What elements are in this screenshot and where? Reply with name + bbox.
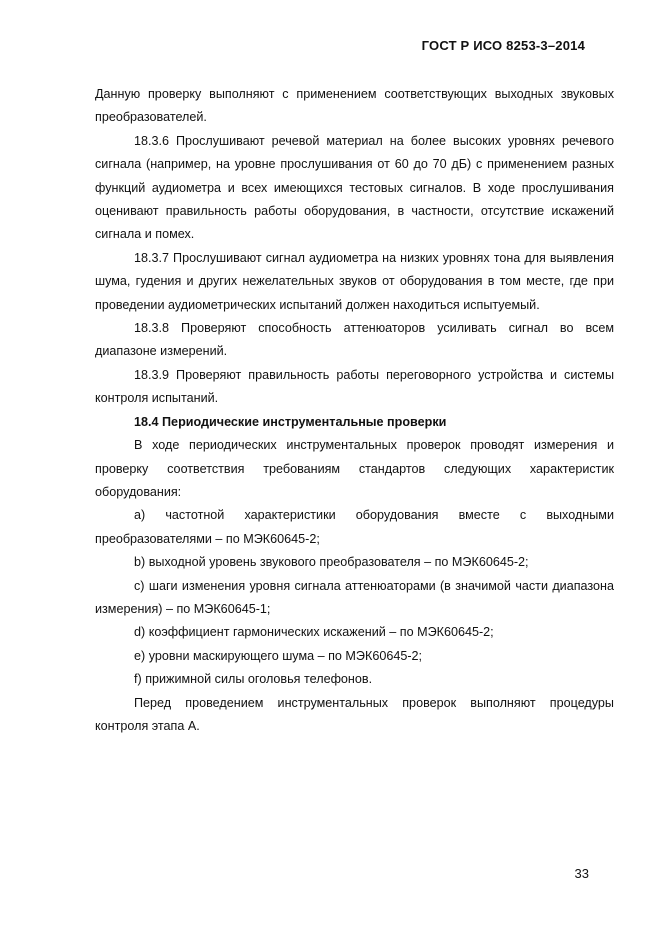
list-item-c: с) шаги изменения уровня сигнала аттенюаторами (в значимой части диапазона измерения) – по МЭК60645-1;: [95, 578, 614, 616]
list-item-f: f) прижимной силы оголовья телефонов.: [134, 672, 373, 687]
list-item-b: b) выходной уровень звукового преобразователя – по МЭК60645-2;: [134, 555, 529, 570]
document-body: [95, 83, 614, 738]
paragraph-continuation: Данную проверку выполняют с применением соответствующих выходных звуковых преобразователей.: [95, 87, 614, 125]
paragraph-intro-list: В ходе периодических инструментальных проверок проводят измерения и проверку соответствия требованиям стандартов следующих характеристик оборудования:: [95, 438, 614, 499]
list-item-a: а) частотной характеристики оборудования вместе с выходными преобразователями – по МЭК60645-2;: [95, 508, 614, 546]
list-item-d: d) коэффициент гармонических искажений – по МЭК60645-2;: [134, 625, 494, 640]
paragraph-18-3-9: 18.3.9 Проверяют правильность работы переговорного устройства и системы контроля испытаний.: [95, 367, 614, 406]
list-item-e: е) уровни маскирующего шума – по МЭК60645-2;: [134, 648, 423, 663]
paragraph-18-3-6: 18.3.6 Прослушивают речевой материал на более высоких уровнях речевого сигнала (например, на уровне прослушивания от 60 до 70 дБ) с применением разных функций аудиометра и всех имеющихся тестовых сигналов. В ходе прослушивания оценивают правильность работы оборудования, в частности, отсутствие искажений сигнала и помех.: [95, 133, 614, 242]
document-header: ГОСТ Р ИСО 8253-3–2014: [421, 38, 585, 53]
paragraph-18-3-7: 18.3.7 Прослушивают сигнал аудиометра на низких уровнях тона для выявления шума, гудения и других нежелательных звуков от оборудования в том месте, где при проведении аудиометрических испытаний должен находиться испытуемый.: [95, 250, 614, 312]
page-number: 33: [574, 866, 589, 881]
paragraph-closing: Перед проведением инструментальных проверок выполняют процедуры контроля этапа А.: [95, 695, 614, 733]
section-heading-18-4: 18.4 Периодические инструментальные проверки: [134, 414, 447, 429]
paragraph-18-3-8: 18.3.8 Проверяют способность аттенюаторов усиливать сигнал во всем диапазоне измерений.: [95, 321, 614, 359]
